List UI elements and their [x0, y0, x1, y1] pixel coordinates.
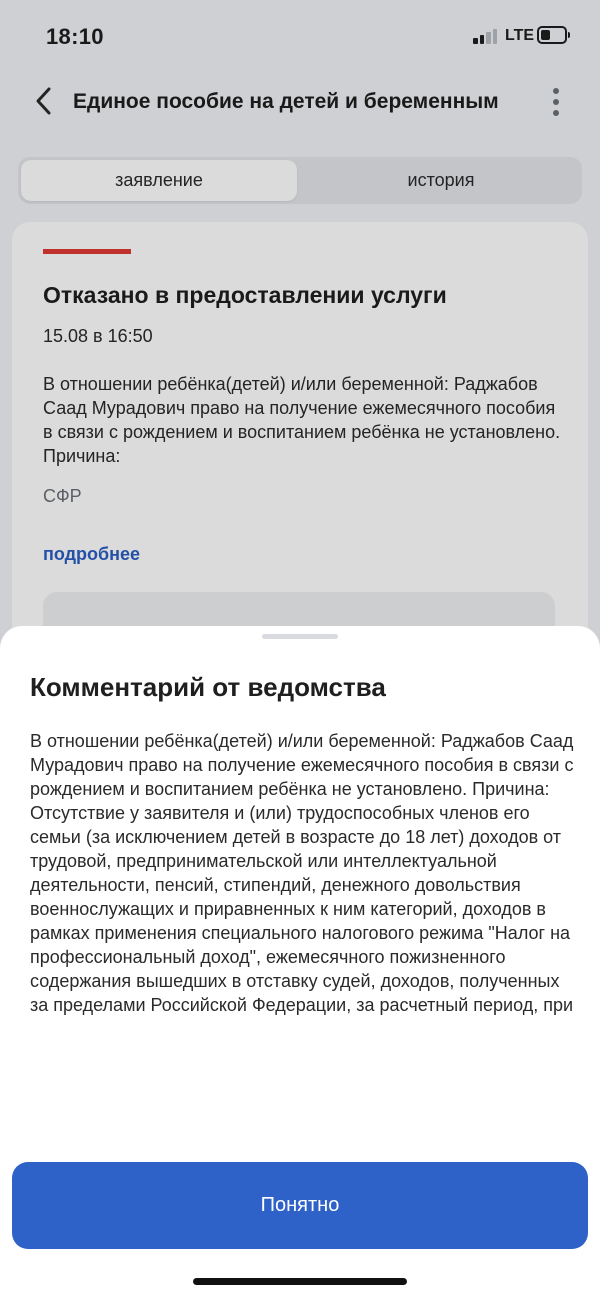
tab-history[interactable]: история	[407, 170, 475, 190]
tab-application[interactable]: заявление	[21, 160, 297, 201]
sheet-comment-text[interactable]: В отношении ребёнка(детей) и/или беременной: Раджабов Саад Мурадович право на получение ежемесячного пособия в связи с рождением и воспитанием ребёнка не установлено. Причина: Отсутствие у заявителя и (или) трудоспособных членов его семьи (за исключением детей в возрасте до 18 лет) доходов от трудовой, предпринимательской или интеллектуальной деятельности, пенсий, стипендий, денежного довольствия военнослужащих и приравненных к ним категорий, доходов в рамках применения специального налогового режима "Налог на профессиональный доход", ежемесячного пожизненного содержания вышедших в отставку судей, доходов, полученных за пределами Российской Федерации, за расчетный период, при	[30, 731, 574, 1015]
sheet-title: Комментарий от ведомства	[30, 672, 386, 702]
home-indicator	[193, 1278, 407, 1285]
sheet-grabber[interactable]	[262, 634, 338, 639]
ok-button[interactable]: Понятно	[12, 1162, 588, 1249]
status-title: Отказано в предоставлении услуги	[43, 282, 447, 308]
bottom-sheet	[0, 626, 600, 1297]
network-type: LTE	[505, 27, 535, 44]
organization: СФР	[43, 486, 82, 506]
status-time: 18:10	[46, 24, 104, 49]
page-title: Единое пособие на детей и беременным	[73, 90, 499, 113]
status-text: В отношении ребёнка(детей) и/или беременной: Раджабов Саад Мурадович право на получение ежемесячного пособия в связи с рождением и воспитанием ребёнка не установлено. Причина:	[43, 374, 561, 466]
status-date: 15.08 в 16:50	[43, 326, 153, 346]
more-link[interactable]: подробнее	[43, 544, 141, 564]
